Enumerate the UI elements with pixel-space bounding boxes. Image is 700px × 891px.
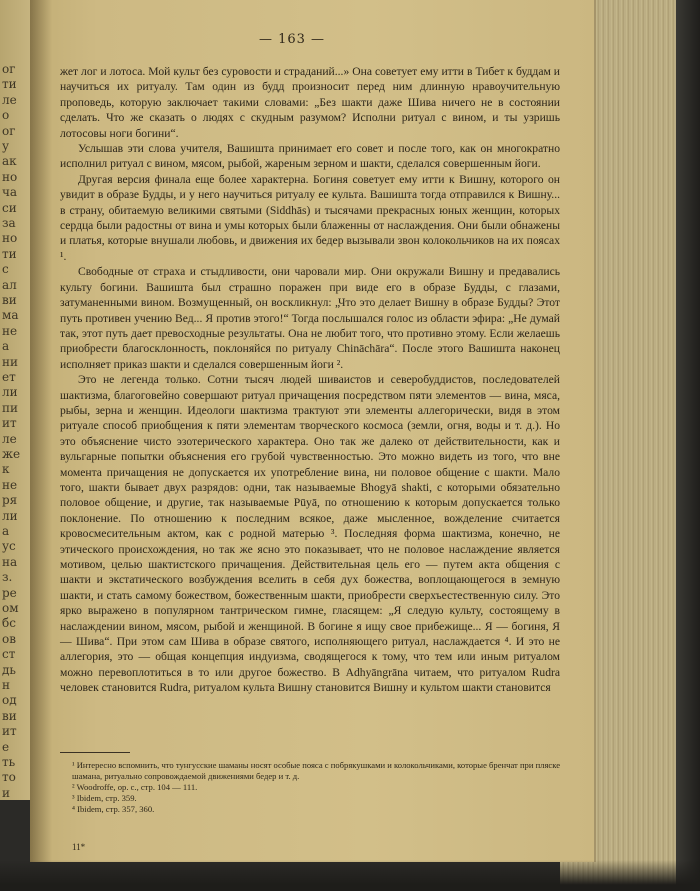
left-page-fragment: си bbox=[2, 200, 17, 215]
left-page-fragment: то bbox=[2, 770, 16, 785]
left-page-fragment: з. bbox=[2, 570, 13, 585]
printer-signature: 11* bbox=[72, 842, 86, 852]
left-page-fragment: н bbox=[2, 678, 10, 692]
body-text bbox=[60, 64, 560, 696]
bottom-shadow bbox=[0, 860, 700, 891]
left-page-fragment: с bbox=[2, 262, 9, 277]
left-page-fragment: е bbox=[2, 739, 10, 754]
left-page-fragment: ит bbox=[2, 416, 17, 431]
left-page-fragment: ле bbox=[2, 431, 17, 446]
footnote: ⁴ Ibidem, стр. 357, 360. bbox=[72, 804, 155, 814]
left-page-fragment: ог bbox=[2, 62, 16, 76]
page-gutter-shadow bbox=[30, 0, 52, 862]
left-page-fragment: ти bbox=[2, 77, 17, 92]
footnote: ¹ Интересно вспомнить, что тунгусские шаманы носят особые пояса с побрякушками и колокольчиками, которые бренчат при пляске шамана, ритуально сопровождаемой движениями бедер и т. д. bbox=[72, 760, 561, 781]
left-page-fragment: ус bbox=[2, 539, 16, 554]
left-page-fragment: ча bbox=[2, 185, 18, 200]
footnotes bbox=[72, 760, 560, 815]
left-page-fragment: ал bbox=[2, 277, 17, 292]
left-page-fragment: но bbox=[2, 231, 18, 246]
left-page-fragment: ит bbox=[2, 724, 17, 739]
left-page-fragment: ли bbox=[2, 508, 18, 523]
left-page-fragment: ст bbox=[2, 647, 16, 662]
left-page-fragment: к bbox=[2, 462, 10, 477]
left-page-fragment: за bbox=[2, 216, 16, 230]
left-page-fragment: ле bbox=[2, 92, 17, 107]
left-page-fragment: ть bbox=[2, 755, 16, 769]
left-page-fragment: у bbox=[2, 139, 10, 153]
left-page-fragment: не bbox=[2, 323, 18, 338]
left-page-fragment: ли bbox=[2, 385, 18, 400]
paragraph: Свободные от страха и стыдливости, они чаровали мир. Они окружали Вишну и предавались культу богини. Вашишта был страшно поражен при виде его в образе Будды, с глазами, затуманенными вином. Возмущенный, он воскликнул: „Что это делает Вишну в образе Будды? Этот путь противен учению Вед... Я против этого!“ Тогда послышался голос из области эфира: „Не думай так, этот путь дает превосходные результаты. Она не любит того, что противно этому. Если желаешь приобрести благосклонность, поклоняйся по ритуалу Chināchāra“. После этого Вашишта наконец исполняет приказ шакти и сделался совершенным йоги ². bbox=[60, 265, 560, 371]
left-page-fragment: но bbox=[2, 169, 18, 184]
left-page-fragment: ти bbox=[2, 246, 17, 261]
left-page-fragment: ет bbox=[2, 370, 16, 384]
paragraph: Услышав эти слова учителя, Вашишта принимает его совет и после того, как он многократно исполнил ритуал с вином, мясом, рыбой, жареным зерном и шакти, сделался совершенным йоги. bbox=[60, 142, 560, 171]
left-page-fragment: а bbox=[2, 524, 10, 538]
left-page-fragment: ов bbox=[2, 631, 16, 646]
footnote: ³ Ibidem, стр. 359. bbox=[72, 793, 137, 803]
left-page-fragment: не bbox=[2, 477, 18, 492]
left-facing-page bbox=[0, 0, 34, 800]
left-page-fragment: на bbox=[2, 554, 18, 569]
left-page-fragment: ре bbox=[2, 585, 17, 600]
left-page-fragment: ог bbox=[2, 123, 16, 138]
left-page-fragment: бс bbox=[2, 616, 16, 631]
page-number: — 163 — bbox=[258, 32, 326, 47]
left-page-fragment: а bbox=[2, 339, 10, 354]
left-page-fragment: ря bbox=[2, 493, 18, 508]
left-page-fragment: ма bbox=[2, 308, 19, 323]
paragraph: Это не легенда только. Сотни тысяч людей шиваистов и северобуддистов, последователей шактизма, благоговейно совершают ритуал причащения посредством пяти элементов — вина, мяса, рыбы, зерна и женщин. Идеологи шактизма трактуют эти элементы аллегорически, видя в этом ритуале способ приобщения к пяти элементам творческого космоса (земли, огня, воды и т. д.). Но это объяснение чисто эзотерического характера. Оно так же далеко от действительности, как и вульгарные попытки объяснения его грубой чувственностью. Это можно видеть из того, что вне момента причащения не допускается их употребление вина, ни половое общение с шакти. Мало того, шакти бывает двух разрядов: одни, так называемые Bhogyā shakti, с которыми обязательно половое общение, и другие, так называемые Pūyā, по отношению к которым допускается только поклонение. По отношению к последним всякое, даже мысленное, вожделение считается кровосмесительным актом, как с родной матерью ³. Последняя форма шактизма, конечно, не этического происхождения, но так же ясно это показывает, что не половое наслаждение является мотивом, целью шактистского причащения. Действительная цель его — путем акта общения с шакти и экстатического возбуждения вселить в себя дух божества, воплощающегося в земную шакти, и стать самому божеством, божественным шакти, приобрести сверхъестественную силу. Это ярко выражено в популярном тантрическом гимне, гласящем: „Я следую культу, состоящему в наслаждении вином, мясом, рыбой и женщиной. В богине я ищу свое прибежище... Я — богиня, Я — Шива“. При этом сам Шива в образе святого, исполняющего ритуал, наслаждается ⁴. И это не аллегория, это — общая концепция индуизма, сводящегося к тому, что тем или иным ритуалом можно перевоплотиться в то или другое божество. В Adhyāngrāna читаем, что ритуалом Rudra человек становится Rudra, ритуалом культа Вишну становится Вишну и культом шакти становится bbox=[60, 373, 560, 695]
footnote-rule bbox=[60, 752, 130, 753]
left-page-fragment: ом bbox=[2, 601, 19, 615]
left-page-fragment: ни bbox=[2, 354, 18, 369]
left-page-fragment: и bbox=[2, 785, 10, 800]
footnote: ² Woodroffe, op. c., стр. 104 — 111. bbox=[72, 782, 198, 792]
left-page-fragment: ви bbox=[2, 293, 17, 307]
left-page-fragment: ви bbox=[2, 708, 17, 723]
book-cover-edge bbox=[676, 0, 700, 891]
left-page-fragment: од bbox=[2, 693, 17, 708]
paragraph: жет лог и лотоса. Мой культ без суровости и страданий...» Она советует ему итти в Тибет к буддам и научиться их ритуалу. Там один из будд произносит перед ним длинную нравоучительную проповедь, которую заключает такими словами: „Без шакти даже Шива ничего не в состоянии сделать. Что же сказать о людях с скудным разумом? Исполни ритуал с вином, и ты узришь лотосовы ноги богини“. bbox=[60, 65, 560, 140]
left-page-fragment: пи bbox=[2, 400, 18, 415]
left-page-fragment: дь bbox=[2, 662, 16, 677]
left-page-fragment: ак bbox=[2, 154, 17, 169]
left-page-fragment: же bbox=[2, 447, 21, 461]
paragraph: Другая версия финала еще более характерна. Богиня советует ему итти к Вишну, которого он увидит в образе Будды, и у него научиться ритуалу ее культа. Вашишта тогда отправился к Вишну... в страну, обитаемую великими святыми (Siddhās) и тысячами прекрасных юных женщин, которых сердца были радостны от вина и умы которых были блаженны от наслаждения. Они были обнажены и платья, которые внушали любовь, и движения их бедер вызывали звон колокольчиков на их поясах ¹. bbox=[60, 172, 560, 263]
left-page-fragment: о bbox=[2, 108, 10, 123]
